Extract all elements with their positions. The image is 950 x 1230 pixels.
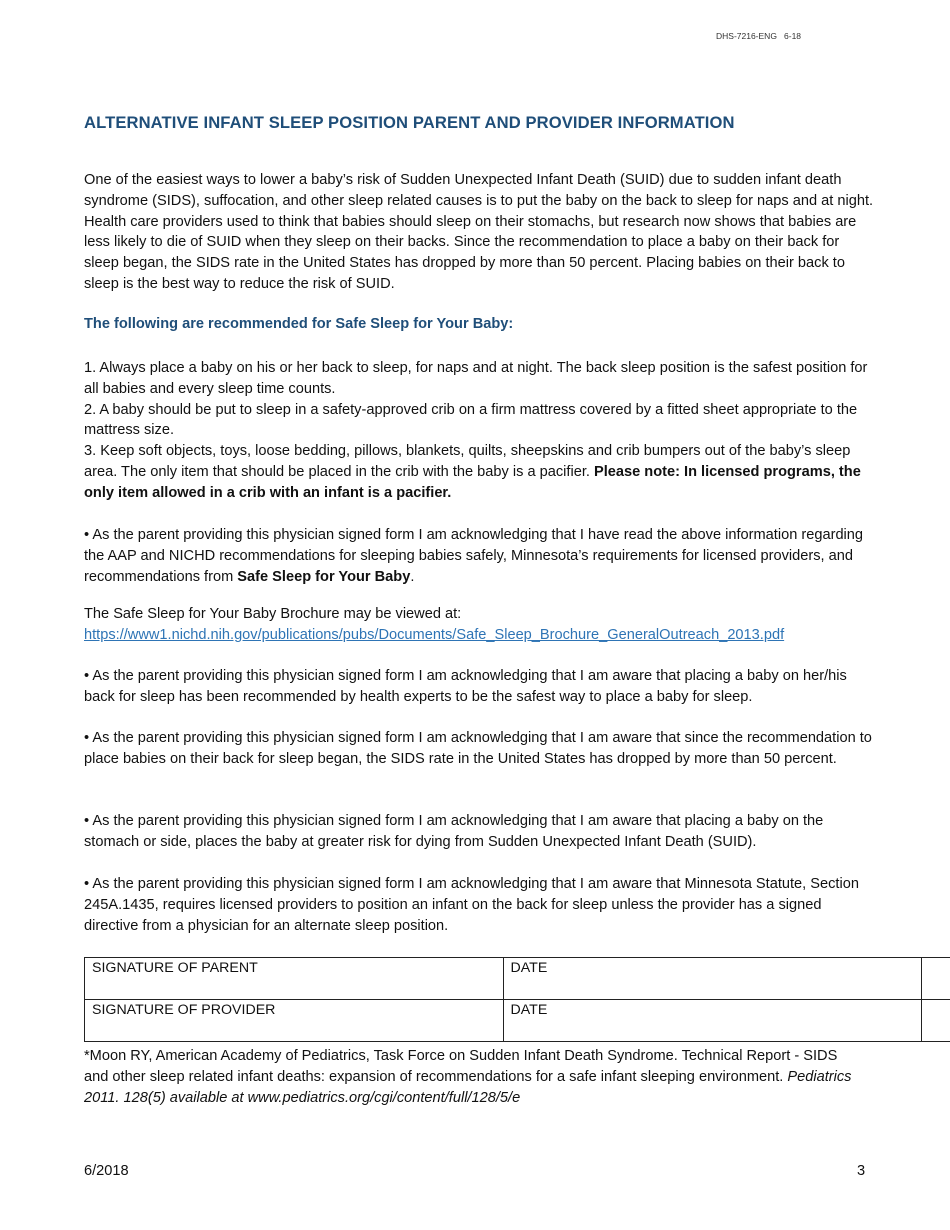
recommendation-item-1: 1. Always place a baby on his or her back to sleep, for naps and at night. The back sleep position is the safest position for all babies and every sleep time counts. [84,360,868,397]
intro-paragraph: One of the easiest ways to lower a baby’s risk of Sudden Unexpected Infant Death (SUID) due to sudden infant death syndrome (SIDS), suffocation, and other sleep related causes is to put the baby on the back to sleep for naps and at night. Health care providers used to think that babies should sleep on their stomachs, but research now shows that babies are less likely to die of SUID when they sleep on their backs. Since the recommendation to place a baby on their back for sleep began, the SIDS rate in the United States has dropped by more than 50 percent. Placing babies on their back to sleep is the best way to reduce the risk of SUID. [84,172,874,292]
provider-row-extra-cell [922,1000,950,1042]
provider-signature-label: SIGNATURE OF PROVIDER [92,1002,276,1018]
signature-table [84,957,950,1042]
citation-source: Pediatrics 2011. 128(5) available at www.pediatrics.org/cgi/content/full/128/5/e [84,1068,852,1106]
provider-signature-field[interactable] [85,1000,504,1042]
recommendation-item-3 [84,441,874,503]
parent-signature-row [85,958,950,1000]
acknowledgement-4: • As the parent providing this physician signed form I am acknowledging that I am aware that placing a baby on the stomach or side, places the baby at greater risk for dying from Sudden Unexpected Infant Death (SUID). [84,813,824,850]
parent-signature-label: SIGNATURE OF PARENT [92,960,258,976]
parent-signature-field[interactable] [85,958,504,1000]
licensed-programs-note: Please note: In licensed programs, the only item allowed in a crib with an infant is a pacifier. [84,463,861,501]
acknowledgement-3: • As the parent providing this physician signed form I am acknowledging that I am aware that since the recommendation to place babies on their back for sleep began, the SIDS rate in the United States has dropped by more than 50 percent. [84,730,872,767]
safe-sleep-reference: Safe Sleep for Your Baby [237,568,411,585]
provider-date-label: DATE [510,1002,548,1018]
document-code: DHS-7216-ENG 6-18 [716,31,802,41]
page-number: 3 [857,1163,866,1179]
page-title: ALTERNATIVE INFANT SLEEP POSITION PARENT AND PROVIDER INFORMATION [84,113,735,132]
acknowledgement-2: • As the parent providing this physician signed form I am acknowledging that I am aware that placing a baby on her/his back for sleep has been recommended by health experts to be the safest way to place a baby for sleep. [84,668,847,705]
acknowledgement-1-text: • As the parent providing this physician signed form I am acknowledging that I have read the above information regarding the AAP and NICHD recommendations for sleeping babies safely, Minnesota’s requirements for licensed providers, and recommendations from [84,527,864,585]
recommendations-heading: The following are recommended for Safe Sleep for Your Baby: [84,316,514,332]
parent-date-field[interactable] [503,958,921,1000]
acknowledgement-1-end: . [410,568,415,585]
brochure-label: The Safe Sleep for Your Baby Brochure may be viewed at: [84,606,462,622]
recommendation-item-3-text: 3. Keep soft objects, toys, loose bedding, pillows, blankets, quilts, sheepskins and crib bumpers out of the baby’s sleep area. The only item that should be placed in the crib with the baby is a pacifier. [84,443,851,480]
citation [84,1046,864,1108]
brochure-link[interactable]: https://www1.nichd.nih.gov/publications/pubs/Documents/Safe_Sleep_Brochure_GeneralOutreach_2013.pdf [84,626,785,643]
parent-row-extra-cell [922,958,950,1000]
parent-date-label: DATE [510,960,548,976]
recommendations-list [84,358,874,504]
acknowledgement-1 [84,525,874,587]
footer-date: 6/2018 [84,1163,129,1179]
provider-date-field[interactable] [503,1000,921,1042]
citation-text: *Moon RY, American Academy of Pediatrics, Task Force on Sudden Infant Death Syndrome. Technical Report - SIDS and other sleep related infant deaths: expansion of recommendations for a safe infant sleeping environment. [84,1048,838,1085]
provider-signature-row [85,1000,950,1042]
acknowledgement-5: • As the parent providing this physician signed form I am acknowledging that I am aware that Minnesota Statute, Section 245A.1435, requires licensed providers to position an infant on the back for sleep unless the provider has a signed directive from a physician for an alternate sleep position. [84,876,859,934]
brochure-block [84,604,914,646]
recommendation-item-2: 2. A baby should be put to sleep in a safety-approved crib on a firm mattress covered by a fitted sheet appropriate to the mattress size. [84,401,858,439]
